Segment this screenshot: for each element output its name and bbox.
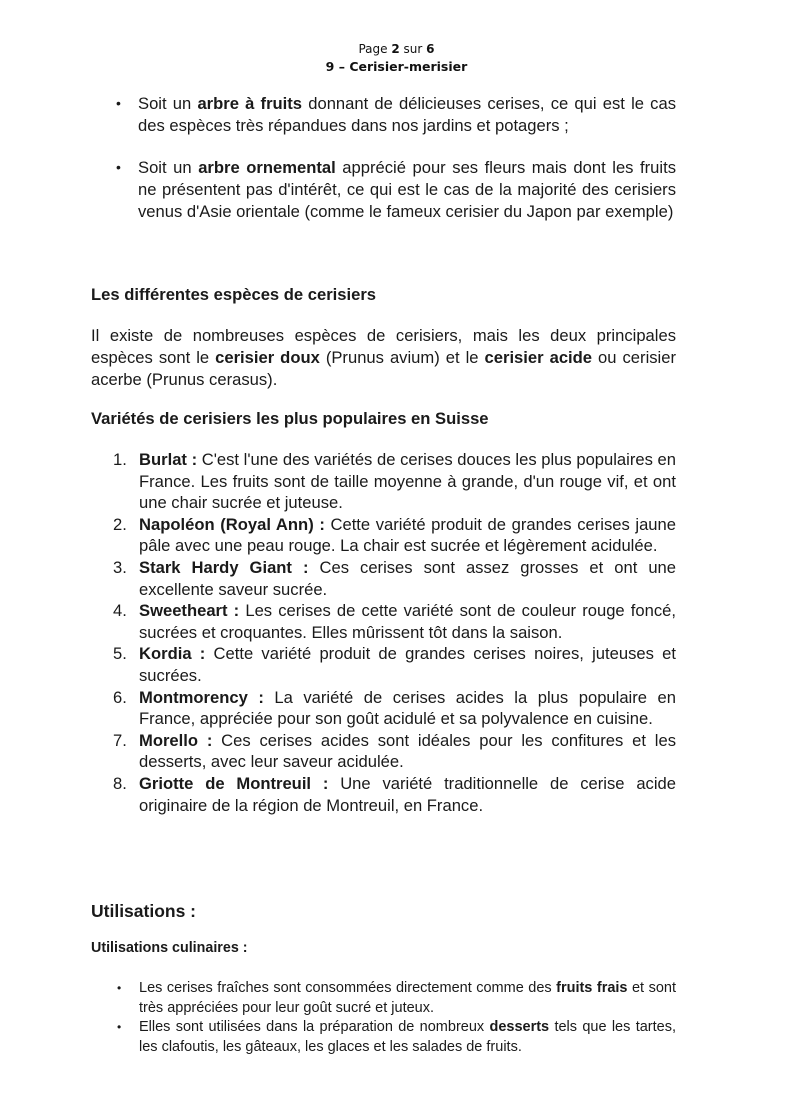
list-item bbox=[117, 1018, 676, 1057]
variety-description: Les cerises de cette variété sont de couleur rouge foncé, sucrées et croquantes. Elles mûrissent tôt dans la saison. bbox=[139, 601, 677, 642]
list-number: 8. bbox=[113, 773, 127, 793]
list-number: 5. bbox=[113, 644, 127, 664]
bold-term: fruits frais bbox=[556, 980, 628, 996]
bold-term: arbre ornemental bbox=[198, 158, 336, 178]
variety-description: Ces cerises sont assez grosses et ont une excellente saveur sucrée. bbox=[139, 557, 677, 599]
page-number-line bbox=[0, 40, 793, 58]
list-item bbox=[116, 157, 677, 222]
variety-description: C'est l'une des variétés de cerises douces les plus populaires en France. Les fruits sont de taille moyenne à grande, d'un rouge vif, et ont une chair sucrée et juteuse. bbox=[139, 450, 676, 513]
list-number: 7. bbox=[113, 730, 127, 750]
text-run: Elles sont utilisées dans la préparation de nombreux bbox=[139, 1019, 490, 1035]
document-title: 9 – Cerisier-merisier bbox=[325, 59, 468, 74]
variety-name: Sweetheart : bbox=[139, 601, 240, 621]
variety-description: Cette variété produit de grandes cerises jaune pâle avec une peau rouge. La chair est sucrée et légèrement acidulée. bbox=[139, 514, 676, 556]
section-heading-varieties: Variétés de cerisiers les plus populaires en Suisse bbox=[91, 409, 489, 428]
section-heading-species: Les différentes espèces de cerisiers bbox=[91, 285, 377, 304]
variety-name: Napoléon (Royal Ann) : bbox=[139, 514, 325, 534]
bold-term: cerisier acide bbox=[484, 348, 593, 367]
list-item bbox=[116, 93, 676, 136]
bold-term: arbre à fruits bbox=[197, 94, 303, 113]
list-number: 2. bbox=[113, 514, 127, 534]
bullet-icon: • bbox=[116, 95, 121, 111]
list-item bbox=[113, 557, 677, 600]
of-word: sur bbox=[403, 42, 423, 56]
list-item bbox=[113, 773, 676, 816]
variety-name: Griotte de Montreuil : bbox=[139, 773, 329, 793]
list-number: 1. bbox=[113, 450, 127, 469]
page-word: Page bbox=[358, 42, 388, 56]
text-run: tels que les tartes, les clafoutis, les gâteaux, les glaces et les salades de fruits. bbox=[139, 1019, 676, 1055]
list-number: 6. bbox=[113, 687, 127, 707]
text-run: Les cerises fraîches sont consommées directement comme des bbox=[139, 980, 557, 996]
variety-name: Montmorency : bbox=[139, 687, 264, 707]
text-run: apprécié pour ses fleurs mais dont les fruits ne présentent pas d'intérêt, ce qui est le cas de la majorité des cerisiers venus d'Asie orientale (comme le fameux cerisier du Japon par exemple) bbox=[138, 158, 677, 221]
list-number: 4. bbox=[113, 601, 127, 621]
text-run: (Prunus avium) et le bbox=[319, 348, 485, 367]
list-item bbox=[113, 687, 676, 730]
variety-description: Une variété traditionnelle de cerise acide originaire de la région de Montreuil, en France. bbox=[139, 773, 676, 815]
list-item bbox=[117, 979, 676, 1018]
text-run: Soit un bbox=[138, 158, 199, 178]
bullet-icon: • bbox=[116, 159, 121, 176]
bullet-icon: • bbox=[117, 981, 122, 995]
list-item bbox=[113, 449, 676, 514]
list-item bbox=[113, 514, 676, 557]
text-run: ou cerisier acerbe (Prunus cerasus). bbox=[91, 348, 676, 389]
variety-name: Morello : bbox=[139, 730, 213, 750]
bold-term: desserts bbox=[489, 1019, 550, 1035]
text-run: Soit un bbox=[138, 94, 198, 113]
section-heading-uses: Utilisations : bbox=[91, 901, 197, 921]
list-item bbox=[113, 643, 676, 686]
species-paragraph bbox=[91, 325, 676, 391]
page-number: 2 bbox=[391, 42, 400, 56]
text-run: Il existe de nombreuses espèces de cerisiers, mais les deux principales espèces sont le bbox=[91, 326, 676, 367]
culinary-bullet-list bbox=[117, 979, 676, 1057]
variety-name: Burlat : bbox=[139, 450, 198, 469]
list-item bbox=[113, 600, 677, 643]
bullet-icon: • bbox=[117, 1020, 122, 1034]
list-item bbox=[113, 730, 676, 773]
variety-name: Kordia : bbox=[139, 644, 206, 664]
variety-description: Ces cerises acides sont idéales pour les confitures et les desserts, avec leur saveur acidulée. bbox=[139, 730, 676, 772]
page-header bbox=[0, 40, 793, 76]
variety-description: La variété de cerises acides la plus populaire en France, appréciée pour son goût acidulé et sa polyvalence en cuisine. bbox=[139, 687, 676, 729]
page-total: 6 bbox=[426, 42, 435, 56]
bold-term: cerisier doux bbox=[215, 348, 320, 367]
text-run: et sont très appréciées pour leur goût sucré et juteux. bbox=[139, 980, 676, 1016]
variety-description: Cette variété produit de grandes cerises noires, juteuses et sucrées. bbox=[139, 644, 676, 685]
subheading-culinary: Utilisations culinaires : bbox=[91, 940, 248, 956]
text-run: donnant de délicieuses cerises, ce qui est le cas des espèces très répandues dans nos jardins et potagers ; bbox=[138, 94, 676, 135]
varieties-list bbox=[113, 449, 677, 816]
intro-bullet-list bbox=[116, 93, 677, 223]
variety-name: Stark Hardy Giant : bbox=[139, 557, 309, 577]
list-number: 3. bbox=[113, 557, 127, 577]
